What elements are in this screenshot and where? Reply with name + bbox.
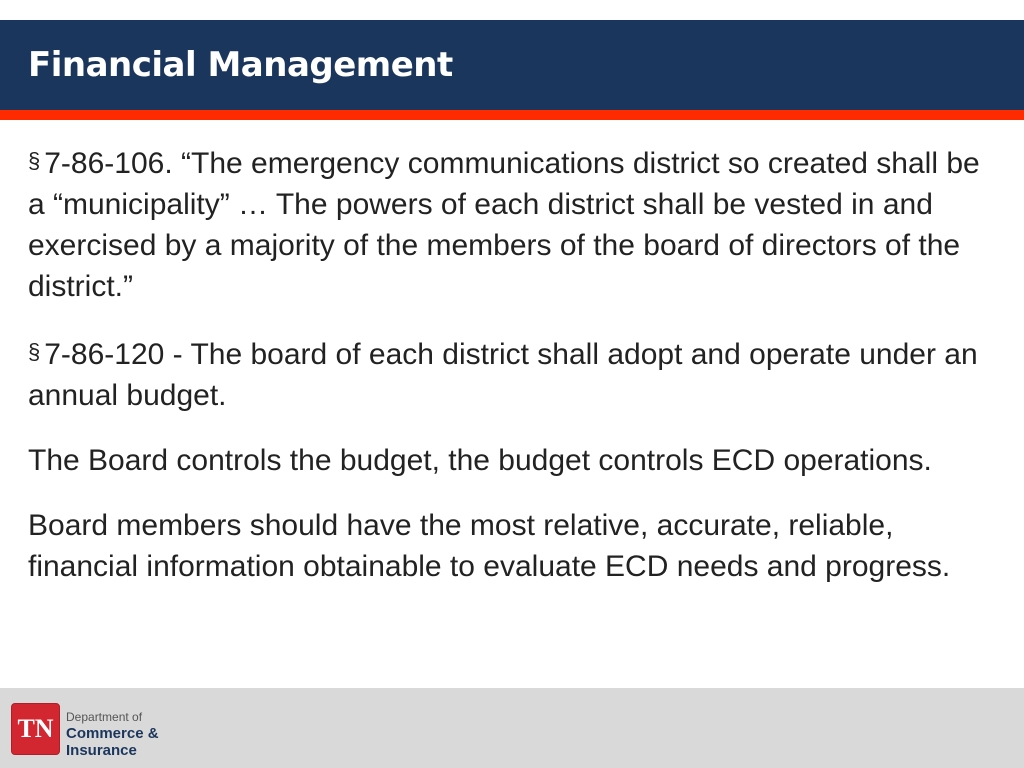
title-bar xyxy=(0,20,1024,110)
paragraph-board-controls-budget xyxy=(28,440,1003,481)
tn-logo-text: TN xyxy=(17,714,54,743)
department-name-line2: Insurance xyxy=(66,742,137,759)
department-label: Department of xyxy=(66,710,143,724)
paragraph-text: The Board controls the budget, the budget controls ECD operations. xyxy=(28,444,932,477)
paragraph-text: 7-86-106. “The emergency communications district so created shall be a “municipality” … The powers of each district shall be vested in and exercised by a majority of the members of the board of directors of the district.” xyxy=(28,147,980,303)
paragraph-text: 7-86-120 - The board of each district shall adopt and operate under an annual budget. xyxy=(28,338,978,412)
tn-logo-badge xyxy=(11,703,60,755)
paragraph-board-information xyxy=(28,505,1003,587)
department-name-line1: Commerce & xyxy=(66,725,159,742)
paragraph-text: Board members should have the most relative, accurate, reliable, financial information obtainable to evaluate ECD needs and progress. xyxy=(28,509,951,583)
slide-body xyxy=(28,140,1003,611)
section-sign: § xyxy=(28,148,41,173)
footer-band xyxy=(0,688,1024,768)
paragraph-statute-7-86-106 xyxy=(28,140,1003,307)
title-accent-rule xyxy=(0,110,1024,120)
page-title: Financial Management xyxy=(28,45,453,85)
section-sign: § xyxy=(28,339,41,364)
paragraph-statute-7-86-120 xyxy=(28,331,1003,416)
